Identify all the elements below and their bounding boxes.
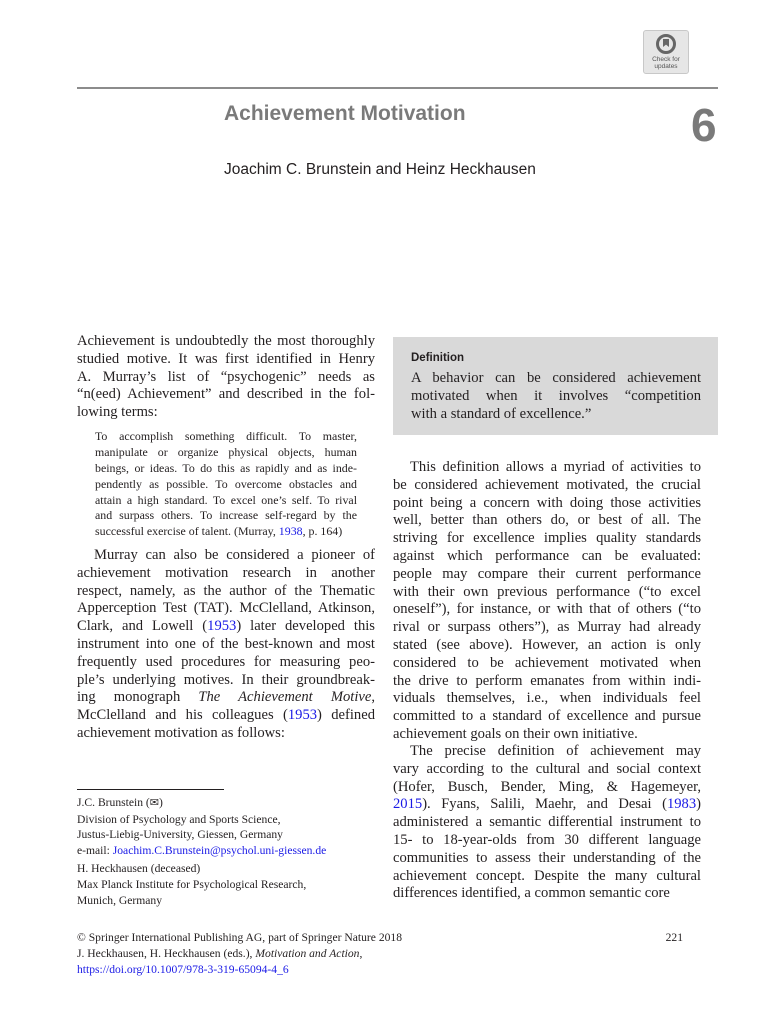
- badge-line-2: updates: [654, 63, 678, 70]
- text-line: the drive to perform emanates from within indi-: [393, 672, 701, 689]
- author2-city: Munich, Germany: [77, 893, 163, 907]
- chapter-number: 6: [691, 99, 717, 151]
- check-for-updates-badge[interactable]: [643, 30, 689, 74]
- text-line: administered a semantic differential instrument to: [393, 814, 701, 831]
- text-line: stated (see above). However, an action is only: [393, 636, 701, 653]
- citation-link[interactable]: 2015: [393, 796, 423, 813]
- text-line: with a standard of excellence.”: [411, 405, 592, 422]
- murray-paragraph: [77, 547, 375, 743]
- text-line: point being a concern with doing those activities: [393, 494, 701, 511]
- text-line: Murray can also be considered a pioneer of: [94, 547, 375, 563]
- text-line: frequently used procedures for measuring peo-: [77, 653, 375, 670]
- text-line: well, better than others do, or best of all. The: [393, 512, 701, 529]
- murray-quote: [95, 429, 357, 540]
- definition-label: Definition: [411, 352, 465, 364]
- envelope-icon: ✉: [149, 797, 160, 809]
- header-rule: [77, 87, 718, 89]
- text-line: To accomplish something difficult. To master,: [95, 429, 357, 443]
- citation-link[interactable]: 1983: [666, 796, 697, 813]
- text-line: and surpass others. To increase self-regard by the: [95, 508, 357, 523]
- text-line: achievement motivation research in another: [77, 564, 375, 581]
- author-affiliations: [77, 795, 326, 908]
- text-line: achievement concept. Despite the many cultural: [393, 867, 701, 884]
- page-number: 221: [665, 931, 683, 944]
- text-line: with their own previous performance (“to excel: [393, 583, 701, 600]
- text-line: respect, namely, as the author of the Thematic: [77, 582, 375, 599]
- text-line: pendently as possible. To overcome obstacles and: [95, 476, 357, 491]
- text-line: oneself”), for instance, or with that of others (“to: [393, 601, 701, 618]
- citation-link[interactable]: 1938: [278, 524, 303, 539]
- text-line: committed to a standard of excellence and pursue: [393, 708, 701, 725]
- text-line: Apperception Test (TAT). McClelland, Atkinson,: [77, 600, 375, 617]
- text-line: Clark, and Lowell (1953) later developed this: [77, 618, 375, 635]
- text-line: people may compare their current performance: [393, 565, 701, 582]
- author1-university: Justus-Liebig-University, Giessen, Germany: [77, 828, 283, 842]
- chapter-authors: Joachim C. Brunstein and Heinz Heckhausen: [224, 161, 536, 178]
- text-line: The precise definition of achievement may: [410, 743, 701, 759]
- bookmark-icon: [656, 34, 676, 54]
- text-line: achievement motivation as follows:: [77, 724, 285, 741]
- definition-discussion-paragraph: [393, 459, 701, 744]
- badge-line-1: Check for: [652, 56, 680, 63]
- text-line: against which performance can be evaluated:: [393, 547, 701, 564]
- doi-link[interactable]: https://doi.org/10.1007/978-3-319-65094-4_6: [77, 963, 289, 976]
- text-line: McClelland and his colleagues (1953) defined: [77, 707, 375, 724]
- text-line: rival or surpass others”), as Murray had already: [393, 619, 701, 636]
- text-line: A behavior can be considered achievement: [411, 370, 701, 386]
- author1-name-end: ): [159, 796, 163, 809]
- author1-department: Division of Psychology and Sports Science,: [77, 812, 281, 826]
- text-line: “n(eed) Achievement” and described in the fol-: [77, 386, 375, 403]
- text-line: instrument into one of the best-known and most: [77, 635, 375, 652]
- copyright: © Springer International Publishing AG, part of Springer Nature 2018: [77, 931, 403, 944]
- text-line: be considered achievement motivated, the crucial: [393, 476, 701, 493]
- text-line: vary according to the cultural and social context: [393, 760, 701, 777]
- email-label: e-mail:: [77, 843, 113, 857]
- author2-institute: Max Planck Institute for Psychological Research,: [77, 877, 307, 891]
- book-title: Motivation and Action: [255, 947, 360, 960]
- text-line: This definition allows a myriad of activities to: [410, 459, 701, 475]
- text-line: 15- to 18-year-olds from 30 different language: [393, 831, 701, 848]
- citation-prefix: J. Heckhausen, H. Heckhausen (eds.),: [77, 947, 256, 960]
- text-line: attain a high standard. To excel one’s self. To rival: [95, 492, 357, 507]
- text-line: viduals themselves, i.e., when individuals feel: [393, 690, 701, 707]
- intro-paragraph: [77, 333, 375, 422]
- definition-text: [411, 370, 701, 423]
- text-line: differences identified, a common semantic core: [393, 885, 670, 902]
- citation-suffix: ,: [359, 947, 363, 960]
- footnote-rule: [77, 789, 224, 790]
- text-line: lowing terms:: [77, 404, 158, 421]
- text-line: manipulate or organize physical objects, human: [95, 444, 357, 459]
- page-footer: [77, 930, 683, 978]
- text-line: studied motive. It was first identified in Henry: [77, 350, 375, 367]
- text-line: striving for excellence implies quality standards: [393, 530, 701, 547]
- text-line: motivated when it involves “competition: [411, 387, 701, 404]
- citation-link[interactable]: 1953: [207, 618, 237, 635]
- text-line: 2015). Fyans, Salili, Maehr, and Desai (1983): [393, 796, 701, 813]
- text-line: beings, or ideas. To do this as rapidly and as inde-: [95, 460, 357, 475]
- text-line: A. Murray’s list of “psychogenic” needs as: [77, 368, 375, 385]
- text-line: ing monograph The Achievement Motive,: [77, 689, 375, 706]
- cultural-context-paragraph: [393, 743, 701, 903]
- text-line: considered to be achievement motivated when: [393, 654, 701, 671]
- text-line: (Hofer, Busch, Bender, Ming, & Hagemeyer,: [393, 778, 701, 795]
- text-line: communities to assess their understanding of the: [393, 849, 701, 866]
- citation-link[interactable]: 1953: [287, 707, 318, 724]
- text-line: Achievement is undoubtedly the most thoroughly: [77, 333, 375, 349]
- text-line: successful exercise of talent. (Murray, 1938, p. 164): [95, 524, 343, 539]
- text-line: achievement goals on their own initiative.: [393, 725, 638, 742]
- text-line: ple’s underlying motives. In their groundbreak-: [77, 671, 375, 688]
- email-link[interactable]: Joachim.C.Brunstein@psychol.uni-giessen.de: [112, 843, 327, 857]
- chapter-title: Achievement Motivation: [224, 102, 466, 125]
- author1-name: J.C. Brunstein (: [77, 796, 150, 809]
- author2-name: H. Heckhausen (deceased): [77, 862, 201, 876]
